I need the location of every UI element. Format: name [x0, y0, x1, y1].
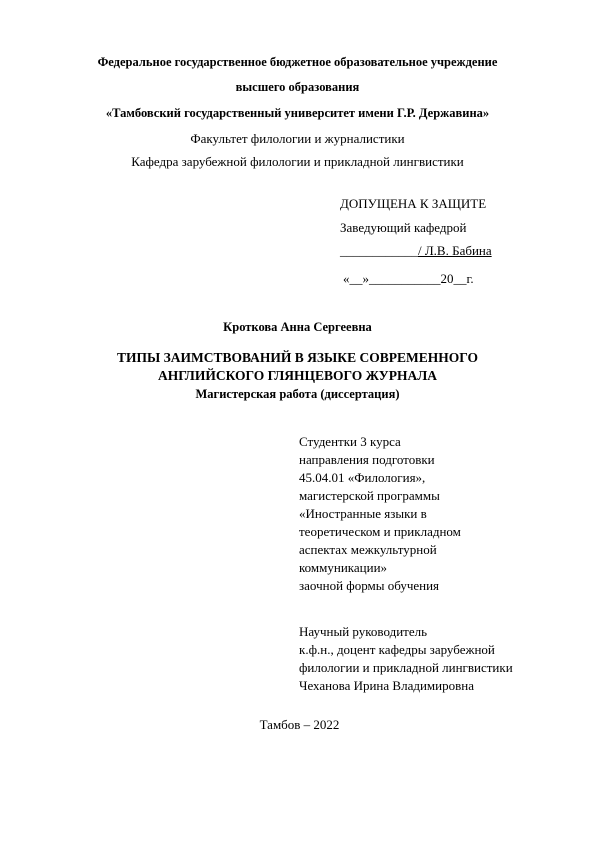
institution-type: Федеральное государственное бюджетное образовательное учреждение — [97, 55, 498, 69]
student-info-line: аспектах межкультурной — [299, 542, 437, 557]
approval-date-line: «__»___________20__г. — [343, 271, 474, 286]
thesis-type: Магистерская работа (диссертация) — [195, 387, 400, 401]
student-info-line: «Иностранные языки в — [299, 506, 427, 521]
student-info-line: магистерской программы — [299, 488, 440, 503]
supervisor-info-line: к.ф.н., доцент кафедры зарубежной — [299, 642, 495, 657]
education-level: высшего образования — [235, 80, 360, 94]
student-info-line: 45.04.01 «Филология», — [299, 470, 426, 485]
thesis-title-line2: АНГЛИЙСКОГО ГЛЯНЦЕВОГО ЖУРНАЛА — [157, 368, 438, 383]
approval-title: ДОПУЩЕНА К ЗАЩИТЕ — [340, 196, 487, 211]
faculty-name: Факультет филологии и журналистики — [190, 131, 405, 146]
supervisor-info-line: Научный руководитель — [299, 624, 428, 639]
approval-position: Заведующий кафедрой — [340, 220, 467, 235]
author-name: Кроткова Анна Сергеевна — [223, 320, 372, 334]
supervisor-info-line: филологии и прикладной лингвистики — [299, 660, 513, 675]
city-year — [0, 718, 595, 731]
student-info-line: Студентки 3 курса — [299, 434, 401, 449]
approval-signature-line — [340, 244, 492, 257]
signature-blank: ____________ — [340, 243, 418, 258]
student-info-line: теоретическом и прикладном — [299, 524, 461, 539]
university-name: «Тамбовский государственный университет имени Г.Р. Державина» — [105, 106, 490, 120]
thesis-title-line1: ТИПЫ ЗАИМСТВОВАНИЙ В ЯЗЫКЕ СОВРЕМЕННОГО — [117, 350, 478, 365]
signature-name: / Л.В. Бабина — [418, 243, 492, 258]
supervisor-info-line: Чеханова Ирина Владимировна — [299, 678, 474, 693]
student-info-line: заочной формы обучения — [299, 578, 440, 593]
city-year-text: Тамбов – 2022 — [259, 717, 340, 732]
student-info-line: коммуникации» — [299, 560, 388, 575]
department-name: Кафедра зарубежной филологии и прикладной лингвистики — [131, 154, 464, 169]
student-info-line: направления подготовки — [299, 452, 435, 467]
